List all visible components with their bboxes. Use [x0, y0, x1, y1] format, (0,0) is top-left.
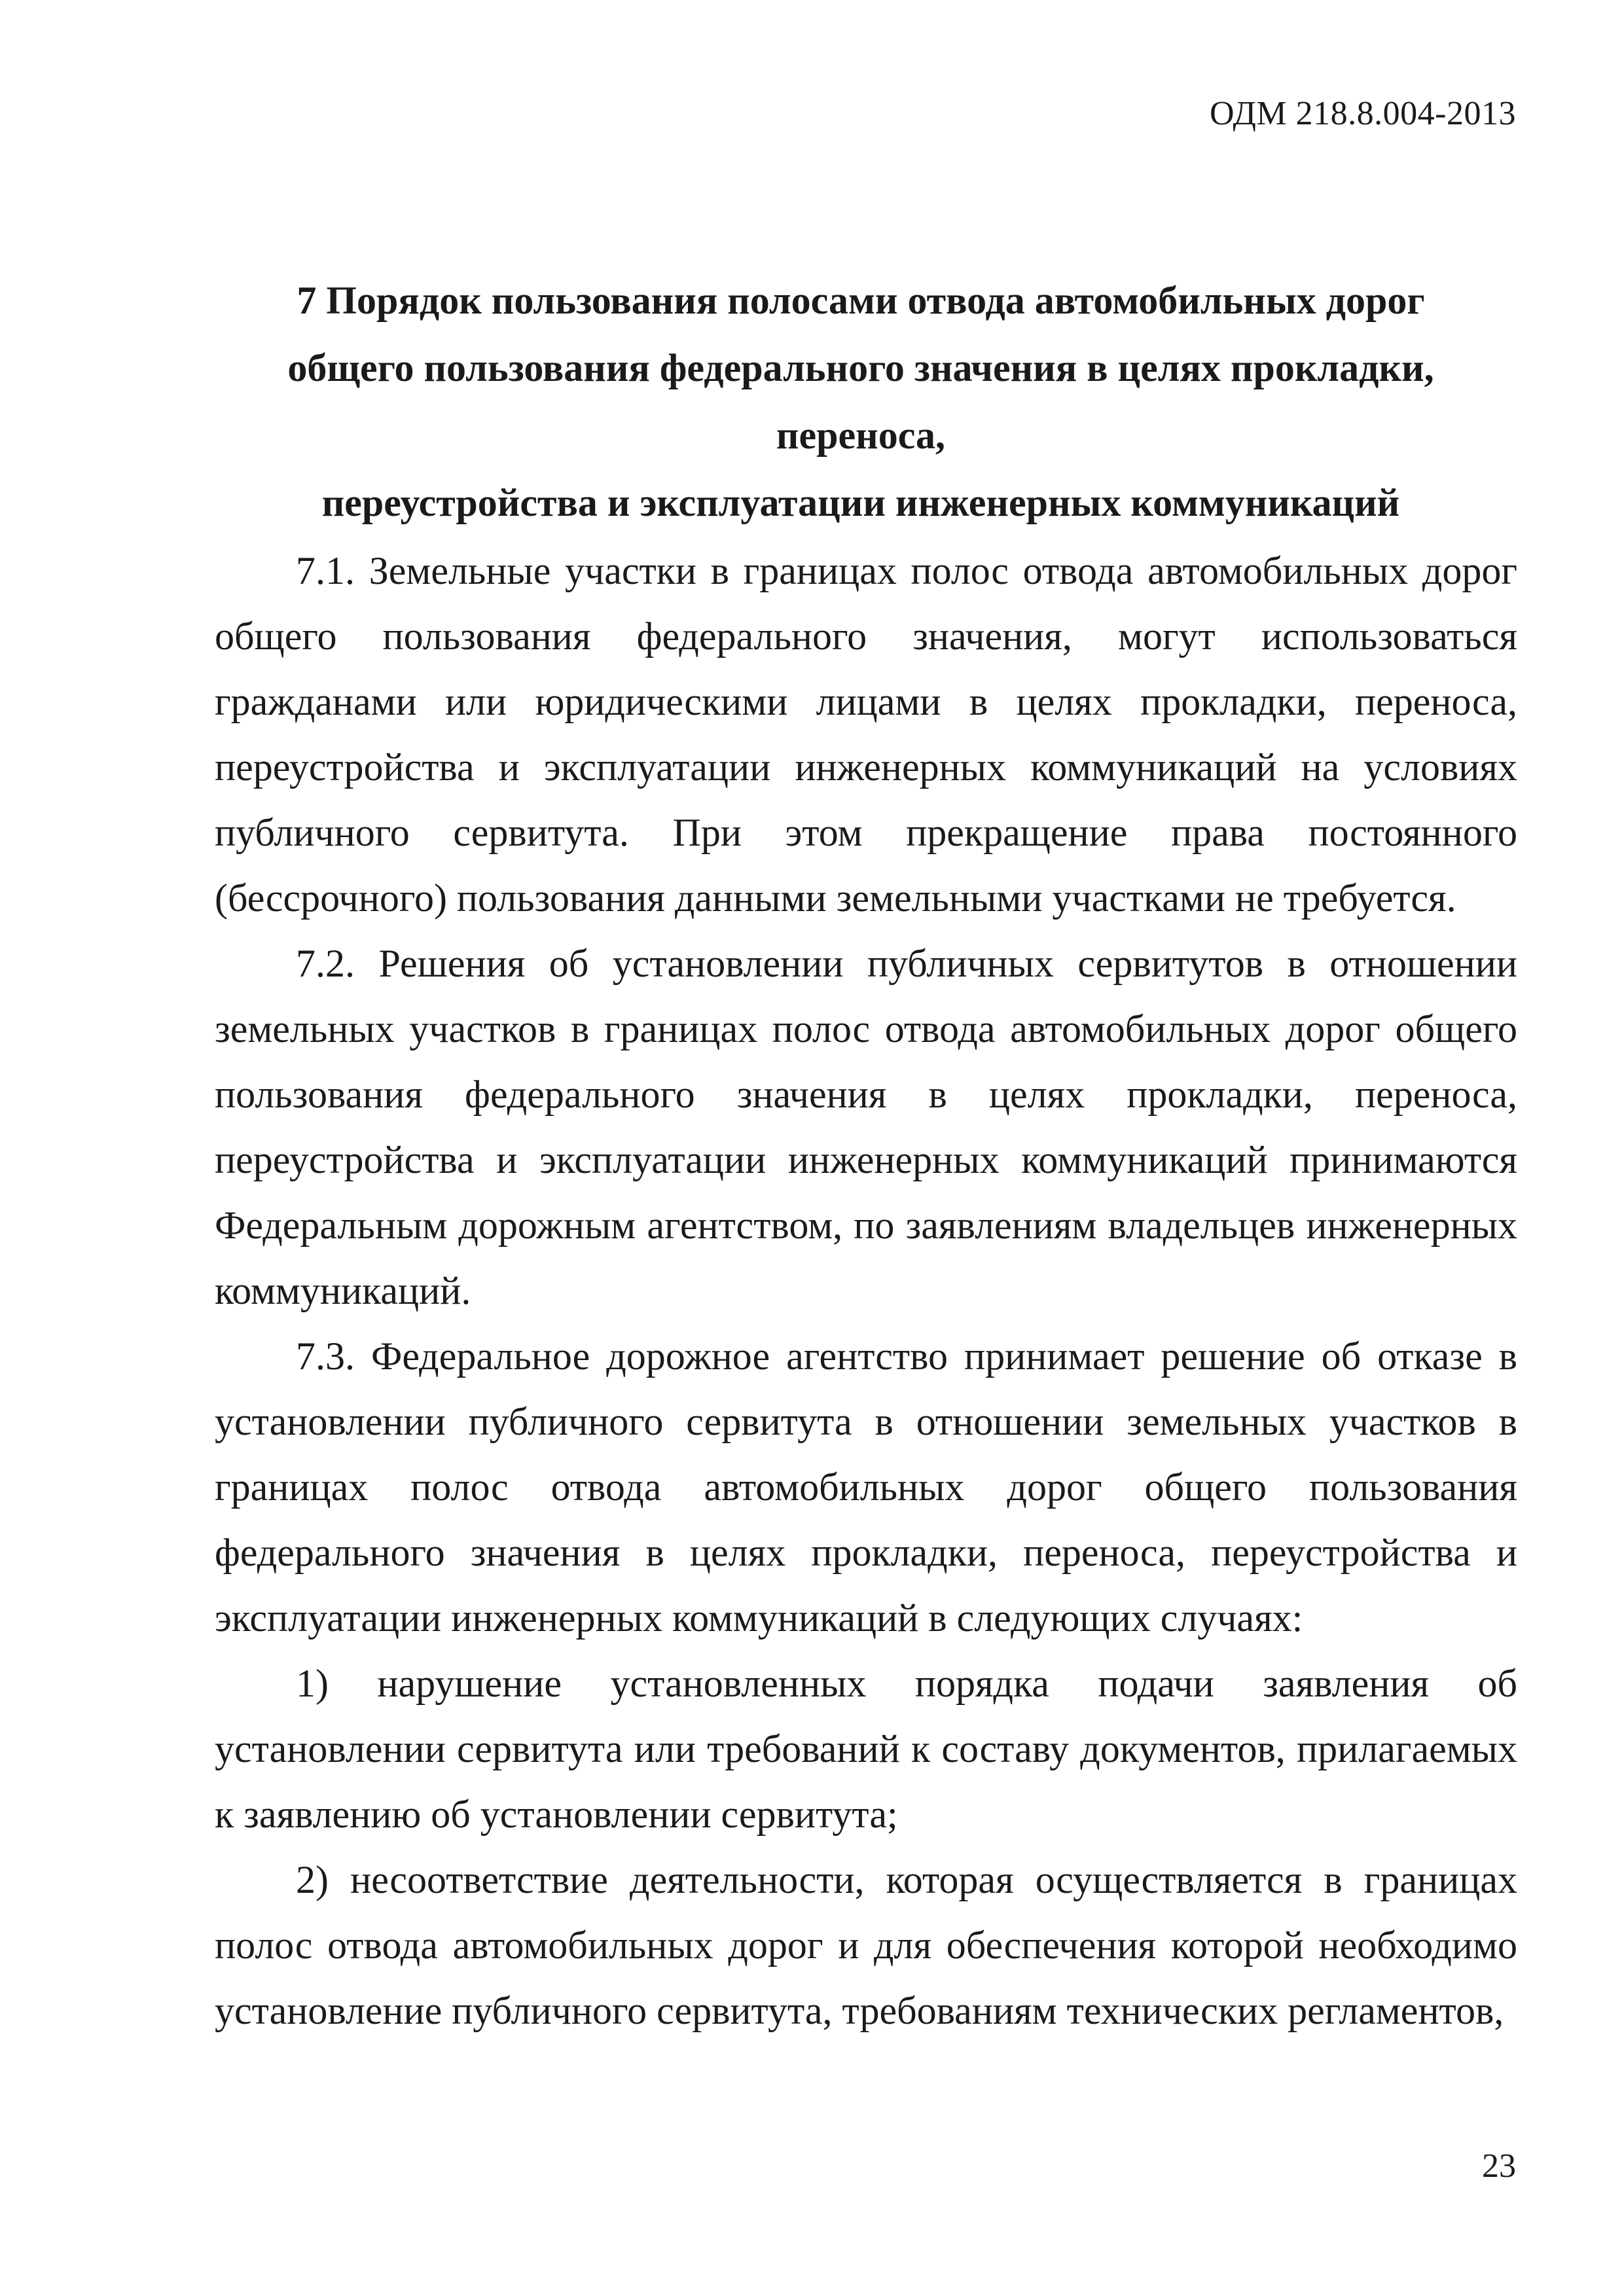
section-title-line: общего пользования федерального значения в целях прокладки, переноса,: [287, 346, 1434, 457]
paragraph-7-2: 7.2. Решения об установлении публичных сервитутов в отношении земельных участков в границах полос отвода автомобильных дорог общего пользования федерального значения в целях прокладки, переноса, переустройства и эксплуатации инженерных коммуникаций принимаются Федеральным дорожным агентством, по заявлениям владельцев инженерных коммуникаций.: [215, 942, 1517, 1312]
page-number: 23: [1482, 2147, 1516, 2185]
paragraph-7-3: 7.3. Федеральное дорожное агентство принимает решение об отказе в установлении публичного сервитута в отношении земельных участков в границах полос отвода автомобильных дорог общего пользования федерального значения в целях прокладки, переноса, переустройства и эксплуатации инженерных коммуникаций в следующих случаях:: [215, 1335, 1517, 1640]
section-title-line: переустройства и эксплуатации инженерных коммуникаций: [321, 481, 1400, 524]
body-text: [215, 538, 1517, 2043]
document-code: ОДМ 218.8.004-2013: [1210, 95, 1516, 132]
list-item-2: 2) несоответствие деятельности, которая осуществляется в границах полос отвода автомобильных дорог и для обеспечения которой необходимо установление публичного сервитута, требованиям технических регламентов,: [215, 1858, 1517, 2032]
section-title: [209, 267, 1512, 537]
section-title-line: 7 Порядок пользования полосами отвода автомобильных дорог: [297, 279, 1425, 322]
list-item-1: 1) нарушение установленных порядка подачи заявления об установлении сервитута или требований к составу документов, прилагаемых к заявлению об установлении сервитута;: [215, 1662, 1517, 1836]
paragraph-7-1: 7.1. Земельные участки в границах полос отвода автомобильных дорог общего пользования федерального значения, могут использоваться гражданами или юридическими лицами в целях прокладки, переноса, переустройства и эксплуатации инженерных коммуникаций на условиях публичного сервитута. При этом прекращение права постоянного (бессрочного) пользования данными земельными участками не требуется.: [215, 549, 1517, 920]
